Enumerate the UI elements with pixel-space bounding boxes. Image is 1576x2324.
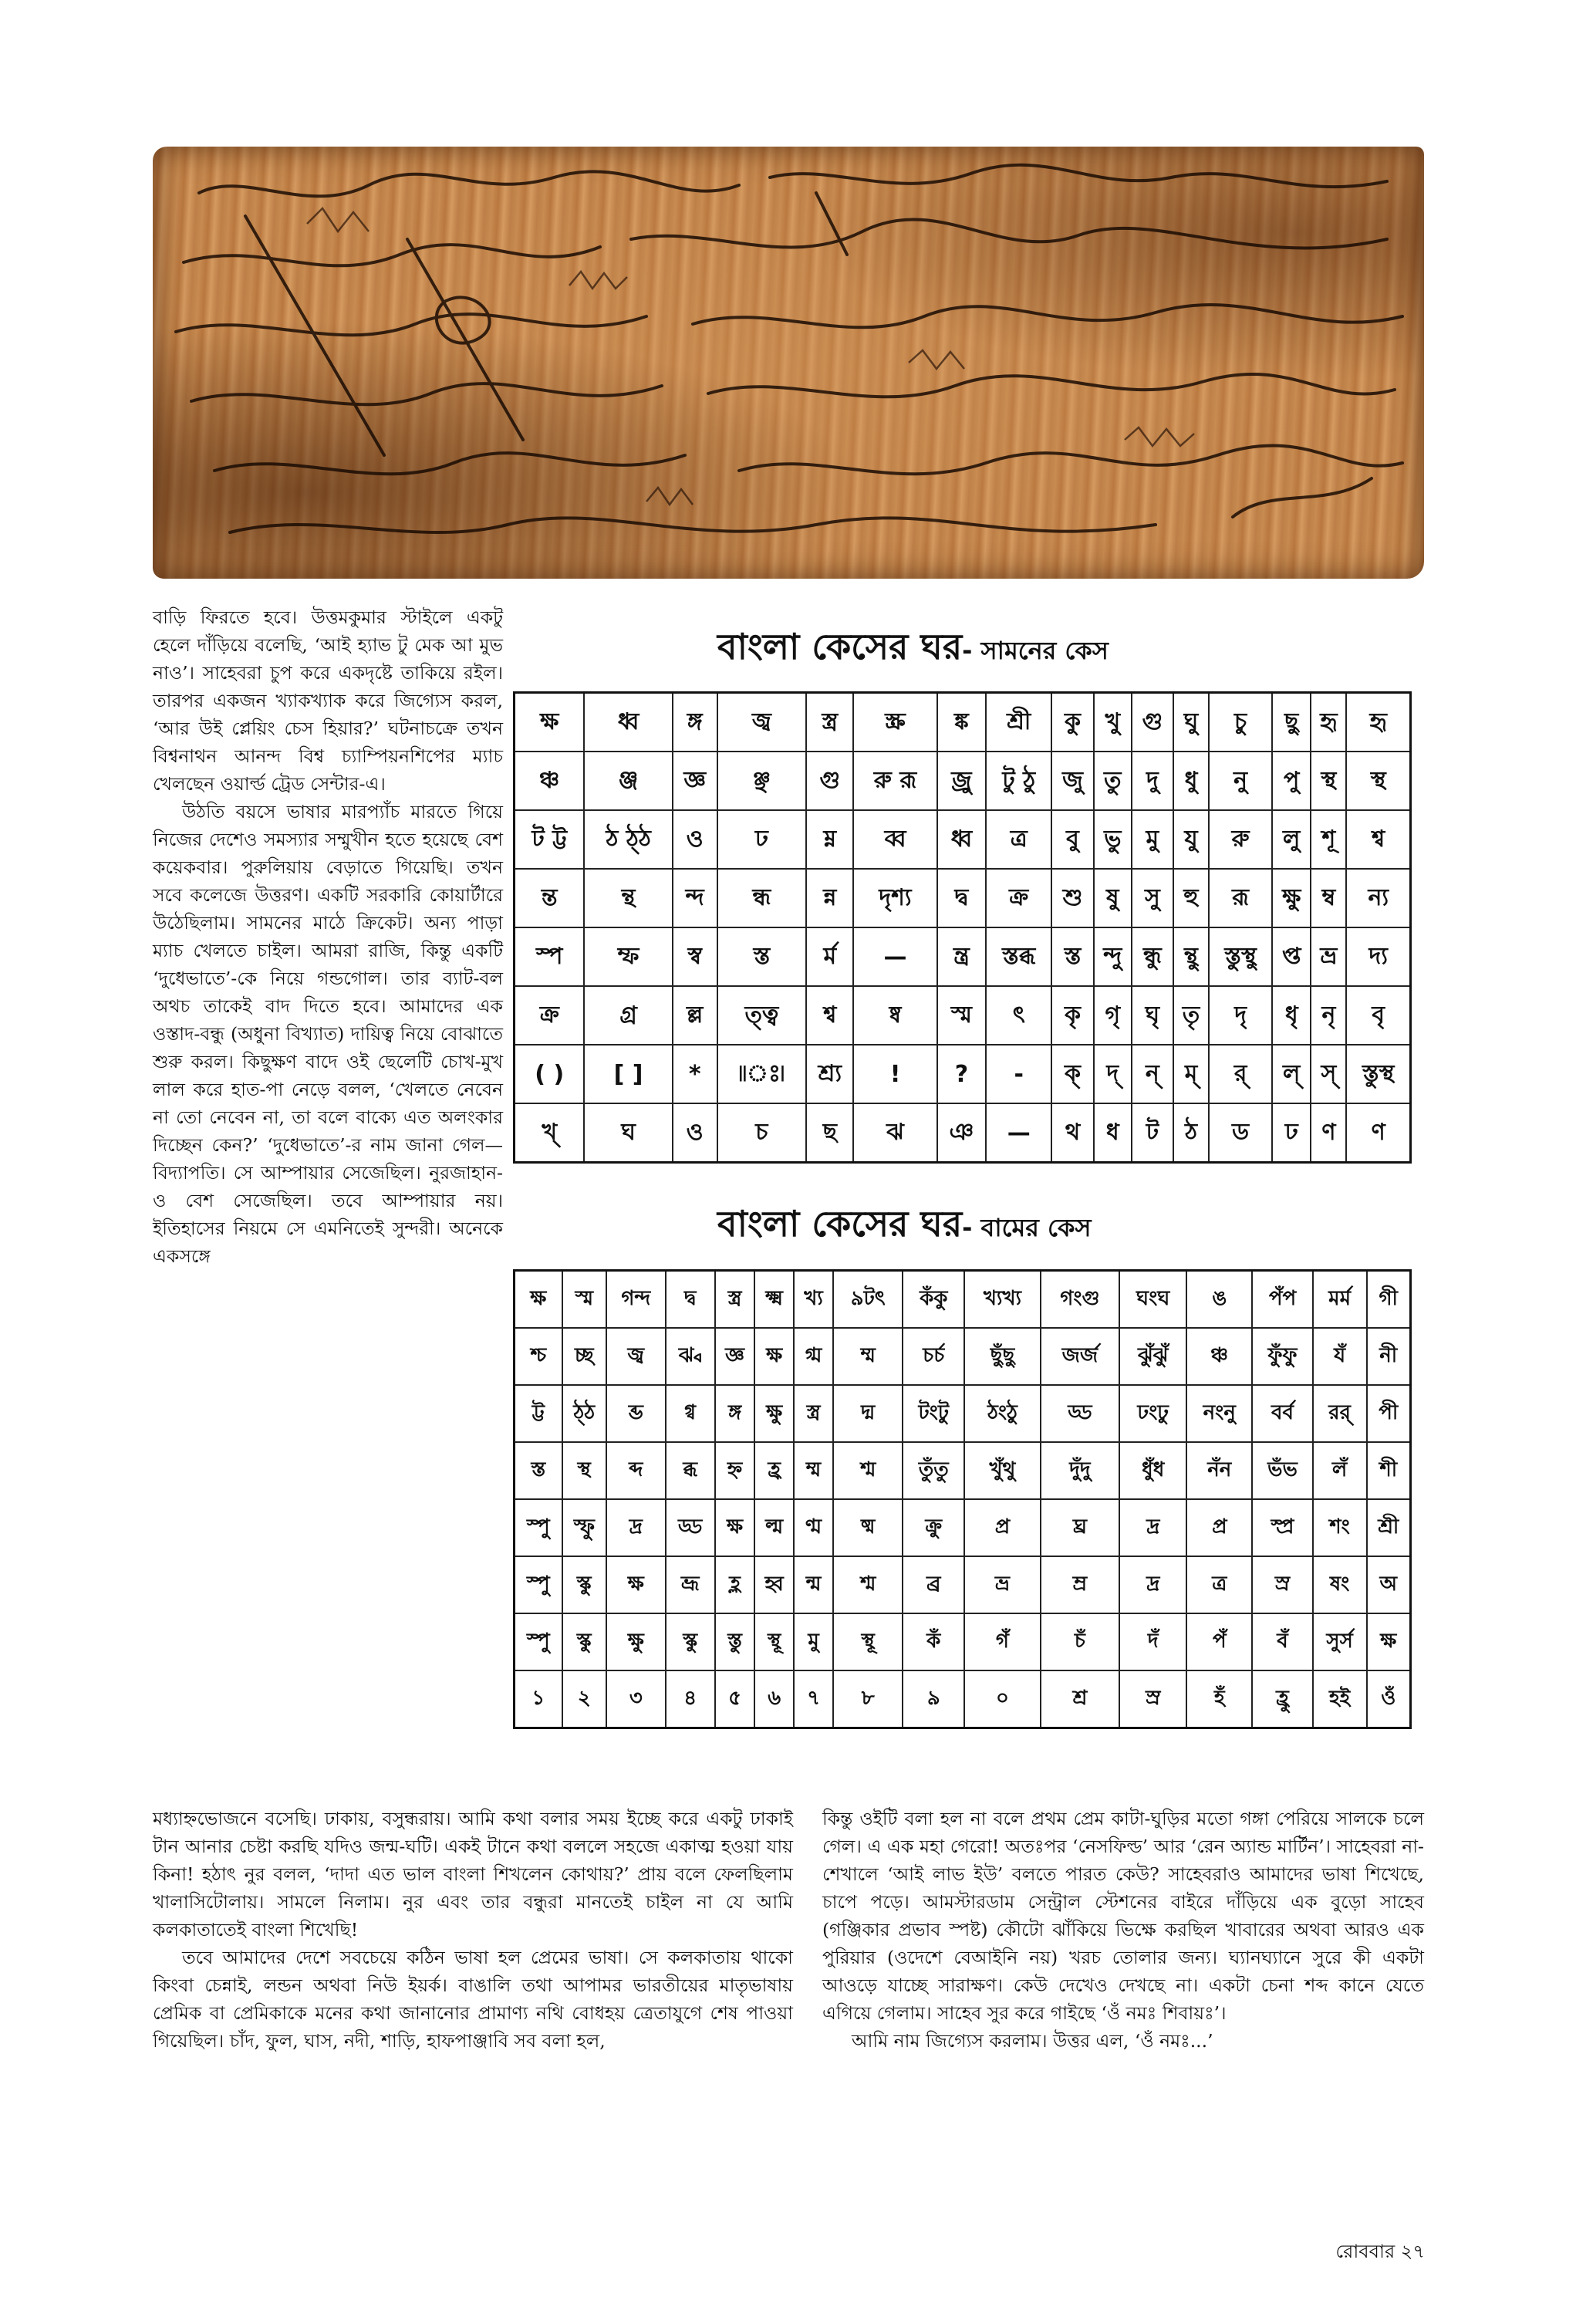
type-case-cell: শ্ম — [833, 1556, 903, 1613]
type-case-cell: তৃ — [1173, 986, 1209, 1045]
type-case-cell: স্প — [515, 927, 585, 986]
type-case-cell: ঠংঠু — [964, 1385, 1041, 1442]
type-case-cell: জর্জ — [1041, 1328, 1119, 1385]
type-case-cell: ঝুঁঝুঁ — [1119, 1328, 1186, 1385]
type-case-cell: ল্ — [1272, 1045, 1311, 1103]
type-case-cell: জ্ব — [717, 693, 806, 752]
type-case-cell: ণ্ম — [794, 1499, 833, 1556]
type-case-cell: কঁকু — [903, 1271, 964, 1329]
type-case-cell: ক্ষ — [1367, 1613, 1411, 1670]
type-case-cell: ঙ — [1186, 1271, 1252, 1329]
type-case-cell: স্ত — [717, 927, 806, 986]
type-case-cell: ত্র — [1186, 1556, 1252, 1613]
type-case-cell: জ্ব — [606, 1328, 666, 1385]
type-case-cell: ঞ্চ — [515, 752, 585, 810]
type-case-cell: শ্ব — [806, 986, 853, 1045]
type-case-cell: ন্ — [1132, 1045, 1173, 1103]
type-case-cell: শ্চ — [515, 1328, 562, 1385]
type-case-cell: গী — [1367, 1271, 1411, 1329]
type-case-cell: ম্ব — [1311, 869, 1346, 927]
type-case-cell: তু — [1094, 752, 1132, 810]
type-case-cell: ওঁ — [1367, 1670, 1411, 1728]
type-case-cell: হ্রু — [1252, 1670, 1312, 1728]
type-case-cell: চঁ — [1041, 1613, 1119, 1670]
type-case-cell: ঙ্ক — [937, 693, 987, 752]
type-case-cell: ন্ত — [515, 869, 585, 927]
type-case-cell: খ্যখ্য — [964, 1271, 1041, 1329]
table-row — [515, 927, 1411, 986]
handwritten-bengali-scribbles-icon — [153, 147, 1424, 579]
type-case-cell: স্ম — [937, 986, 987, 1045]
table-row — [515, 1103, 1411, 1163]
type-case-cell: স্কু — [666, 1613, 715, 1670]
type-case-cell: স্ত — [1051, 927, 1093, 986]
type-case-cell: ! — [853, 1045, 936, 1103]
type-case-cell: — — [986, 1103, 1051, 1163]
type-case-cell: হৃ — [1311, 693, 1346, 752]
type-case-cell: স্তু — [715, 1613, 755, 1670]
bottom-right-column-text — [822, 1805, 1424, 2055]
type-case-cell: যঁ — [1313, 1328, 1367, 1385]
type-case-cell: ন্ন — [806, 869, 853, 927]
type-case-cell: ব্ব — [853, 810, 936, 869]
type-case-cell: ঠ — [1173, 1103, 1209, 1163]
type-case-cell: দ্র — [1119, 1499, 1186, 1556]
type-case-cell: শ্ব — [1346, 810, 1410, 869]
type-case-cell: মু — [794, 1613, 833, 1670]
type-case-cell: শ্রী — [986, 693, 1051, 752]
type-case-cell: গু — [1132, 693, 1173, 752]
type-case-cell: স্ব — [673, 927, 717, 986]
type-case-cell: দ্য — [1346, 927, 1410, 986]
type-case-cell: গঁ — [964, 1613, 1041, 1670]
type-case-cell: স্ফু — [562, 1499, 606, 1556]
table-title-text: বাংলা কেসের ঘর — [717, 1203, 963, 1245]
type-case-cell: ও — [673, 810, 717, 869]
type-case-cell: ন্দ — [673, 869, 717, 927]
type-case-cell: কৃ — [1051, 986, 1093, 1045]
type-case-cell: খ্য — [794, 1271, 833, 1329]
type-case-cell: স্তুস্থ — [1346, 1045, 1410, 1103]
type-case-cell: ম্ন — [806, 810, 853, 869]
type-case-cell: ১ — [515, 1670, 562, 1728]
type-case-cell: ক্ষ — [515, 1271, 562, 1329]
type-case-cell: ম্ — [1173, 1045, 1209, 1103]
type-case-cell: গন্দ — [606, 1271, 666, 1329]
type-case-cell: ম্ম — [794, 1442, 833, 1499]
paragraph: তবে আমাদের দেশে সবচেয়ে কঠিন ভাষা হল প্রেমের ভাষা। সে কলকাতায় থাকো কিংবা চেন্নাই, লন্ডন অথবা নিউ ইয়র্ক। বাঙালি তথা আপামর ভারতীয়ের মাতৃভাষায় প্রেমিক বা প্রেমিকাকে মনের কথা জানানোর প্রামাণ্য নথি বোধহয় ত্রেতাযুগে শেষ পাওয়া গিয়েছিল। চাঁদ, ফুল, ঘাস, নদী, শাড়ি, হাফপাঞ্জাবি সব বলা হল, — [153, 1947, 793, 2052]
type-case-cell: ঘৃ — [1132, 986, 1173, 1045]
type-case-cell: ৫ — [715, 1670, 755, 1728]
type-case-cell: ন্থু — [1173, 927, 1209, 986]
type-case-cell: ২ — [562, 1670, 606, 1728]
type-case-cell: রু — [1209, 810, 1272, 869]
type-case-cell: নী — [1367, 1328, 1411, 1385]
type-case-cell: ভ্রূ — [666, 1556, 715, 1613]
type-case-cell: লঁ — [1313, 1442, 1367, 1499]
type-case-cell: ঘু — [1173, 693, 1209, 752]
type-case-cell: মু — [1132, 810, 1173, 869]
type-case-cell: ঘংঘ — [1119, 1271, 1186, 1329]
type-case-cell: স্থূ — [833, 1613, 903, 1670]
type-case-cell: বর্ব — [1252, 1385, 1312, 1442]
type-case-cell: ? — [937, 1045, 987, 1103]
type-case-cell: পঁ — [1186, 1613, 1252, 1670]
paragraph: আমি নাম জিগ্যেস করলাম। উত্তর এল, ‘ওঁ নমঃ...’ — [852, 2030, 1213, 2052]
type-case-cell: ৮ — [833, 1670, 903, 1728]
type-case-cell: থ — [1051, 1103, 1093, 1163]
type-case-cell: ক্ষ্ম — [754, 1271, 794, 1329]
type-case-cell: র্ — [1209, 1045, 1272, 1103]
type-case-cell: ক্ষ — [606, 1556, 666, 1613]
type-case-cell: ৯টৎ — [833, 1271, 903, 1329]
type-case-cell: স্কু — [562, 1613, 606, 1670]
table-row — [515, 986, 1411, 1045]
type-case-cell: স্ — [1311, 1045, 1346, 1103]
type-case-cell: গু — [806, 752, 853, 810]
type-case-cell: ড — [1209, 1103, 1272, 1163]
type-case-cell: পী — [1367, 1385, 1411, 1442]
type-case-cell: চ্ছ — [562, 1328, 606, 1385]
table-subtitle-text: - বামের কেস — [962, 1213, 1092, 1242]
type-case-cell: ম্ফ — [584, 927, 672, 986]
type-case-cell: ক্র — [515, 986, 585, 1045]
type-case-cell: ণ — [1346, 1103, 1410, 1163]
table-row — [515, 1045, 1411, 1103]
type-case-cell: স্ত — [515, 1442, 562, 1499]
type-case-cell: হঁ — [1186, 1670, 1252, 1728]
type-case-cell: ণ — [1311, 1103, 1346, 1163]
type-case-cell: শং — [1313, 1499, 1367, 1556]
type-case-cell: ছ — [806, 1103, 853, 1163]
type-case-cell: ঢ — [1272, 1103, 1311, 1163]
type-case-cell: দ্র — [1119, 1556, 1186, 1613]
type-case-cell: কঁ — [903, 1613, 964, 1670]
table-subtitle-text: - সামনের কেস — [962, 636, 1109, 665]
type-case-cell: [ ] — [584, 1045, 672, 1103]
type-case-cell: শী — [1367, 1442, 1411, 1499]
table-row — [515, 693, 1411, 752]
table-row — [515, 1328, 1411, 1385]
type-case-cell: ও — [673, 1103, 717, 1163]
page-footer: রোববার ২৭ — [1335, 2241, 1425, 2262]
type-case-cell: খু — [1094, 693, 1132, 752]
type-case-cell: স্কু — [562, 1556, 606, 1613]
type-case-cell: স্ত্র — [715, 1271, 755, 1329]
type-case-cell: ত্র — [986, 810, 1051, 869]
type-case-cell: গৃ — [1094, 986, 1132, 1045]
type-case-cell: ধৃ — [1272, 986, 1311, 1045]
type-case-cell: ব্দ — [606, 1442, 666, 1499]
type-case-cell: লু — [1272, 810, 1311, 869]
type-case-cell: ঠ ঠ্ঠ — [584, 810, 672, 869]
type-case-cell: খুঁথু — [964, 1442, 1041, 1499]
type-case-cell: দ্র — [606, 1499, 666, 1556]
type-case-cell: ভ্র — [964, 1556, 1041, 1613]
type-case-cell: ষু — [1094, 869, 1132, 927]
paragraph: বাড়ি ফিরতে হবে। উত্তমকুমার স্টাইলে একটু হেলে দাঁড়িয়ে বলেছি, ‘আই হ্যাভ টু মেক আ মুভ নাও’। সাহেবরা চুপ করে একদৃষ্টে তাকিয়ে রইল। তারপর একজন খ্যাকখ্যাক করে জিগ্যেস করল, ‘আর উই প্লেয়িং চেস হিয়ার?’ ঘটনাচক্রে তখন বিশ্বনাথন আনন্দ বিশ্ব চ্যাম্পিয়নশিপের ম্যাচ খেলছেন ওয়ার্ল্ড ট্রেড সেন্টার-এ। — [153, 606, 503, 795]
table-row — [515, 869, 1411, 927]
type-case-cell: দ্ব — [937, 869, 987, 927]
type-case-cell: ঞ্চ — [1186, 1328, 1252, 1385]
type-case-cell: ল্ল — [673, 986, 717, 1045]
type-case-cell: চ — [717, 1103, 806, 1163]
type-case-cell: সু — [1132, 869, 1173, 927]
type-case-cell: দ্ — [1094, 1045, 1132, 1103]
type-case-cell: ট — [1132, 1103, 1173, 1163]
type-case-cell: ল্ম — [754, 1499, 794, 1556]
type-case-cell: ড্ড — [1041, 1385, 1119, 1442]
type-case-cell: বৃ — [1346, 986, 1410, 1045]
type-case-cell: ঞ্ছ — [717, 752, 806, 810]
type-case-cell: স্থূ — [754, 1613, 794, 1670]
type-case-cell: ছুঁছু — [964, 1328, 1041, 1385]
type-case-cell: ক্ষু — [606, 1613, 666, 1670]
type-case-cell: বঁ — [1252, 1613, 1312, 1670]
type-case-cell: ত্ত্ব — [717, 986, 806, 1045]
type-case-cell: ষং — [1313, 1556, 1367, 1613]
type-case-cell: গ্ম — [794, 1328, 833, 1385]
type-case-cell: নৃ — [1311, 986, 1346, 1045]
type-case-cell: দ্ব — [666, 1271, 715, 1329]
type-case-cell: শূ — [1311, 810, 1346, 869]
type-case-cell: ৎ — [986, 986, 1051, 1045]
table-row — [515, 752, 1411, 810]
type-case-cell: ট ট্ট — [515, 810, 585, 869]
type-case-cell: কু — [1051, 693, 1093, 752]
type-case-cell: রূ — [1209, 869, 1272, 927]
type-case-cell: হৃ — [1346, 693, 1410, 752]
type-case-cell: শ্র — [1041, 1670, 1119, 1728]
type-case-cell: ন্ধ — [717, 869, 806, 927]
type-case-cell: ( ) — [515, 1045, 585, 1103]
type-case-cell: হই — [1313, 1670, 1367, 1728]
type-case-cell: স্প্র — [1252, 1499, 1312, 1556]
type-case-cell: জ্ঞ — [673, 752, 717, 810]
type-case-cell: ক্ষু — [754, 1385, 794, 1442]
bengali-type-case-front-table — [513, 691, 1412, 1164]
type-case-cell: রু রূ — [853, 752, 936, 810]
type-case-cell: বু — [1051, 810, 1093, 869]
type-case-cell: ঙ্গ — [673, 693, 717, 752]
type-case-cell: ৭ — [794, 1670, 833, 1728]
type-case-cell: দঁ — [1119, 1613, 1186, 1670]
type-case-cell: গংগু — [1041, 1271, 1119, 1329]
type-case-cell: র্ম — [806, 927, 853, 986]
type-case-cell: ষ্ম — [833, 1499, 903, 1556]
type-case-cell: ঠ্ঠ — [562, 1385, 606, 1442]
type-case-cell: জ্ঞ — [715, 1328, 755, 1385]
type-case-cell: স্ত্র — [794, 1385, 833, 1442]
type-case-cell: ক্র — [986, 869, 1051, 927]
type-case-cell: স্ত্র — [806, 693, 853, 752]
type-case-cell: ফুঁফু — [1252, 1328, 1312, 1385]
table-row — [515, 1271, 1411, 1329]
left-column-text — [153, 603, 503, 1270]
type-case-cell: স্থ — [1311, 752, 1346, 810]
type-case-cell: ব্র — [903, 1556, 964, 1613]
type-case-cell: স্তুস্থু — [1209, 927, 1272, 986]
type-case-cell: — — [853, 927, 936, 986]
type-case-cell: ভ্র — [1311, 927, 1346, 986]
type-case-cell: ক্রু — [903, 1499, 964, 1556]
type-case-cell: ব্ধ — [666, 1442, 715, 1499]
paragraph: কিন্তু ওইটি বলা হল না বলে প্রথম প্রেম কাটা-ঘুড়ির মতো গঙ্গা পেরিয়ে সালকে চলে গেল। এ এক মহা গেরো! অতঃপর ‘নেসফিল্ড’ আর ‘রেন অ্যান্ড মার্টিন’। সাহেবরা না-শেখালে ‘আই লাভ ইউ’ বলতে পারত কেউ? সাহেবরাও আমাদের ভাষা শিখেছে, চাপে পড়ে। আমস্টারডাম সেন্ট্রাল স্টেশনের বাইরে দাঁড়িয়ে এক বুড়ো সাহেব (গঞ্জিকার প্রভাব স্পষ্ট) কৌটো ঝাঁকিয়ে ভিক্ষে করছিল খাবারের অথবা আরও এক পুরিয়ার (ওদেশে বেআইনি নয়) খরচ তোলার জন্য। ঘ্যানঘ্যানে সুরে কী একটা আওড়ে যাচ্ছে সারাক্ষণ। কেউ দেখেও দেখছে না। একটা চেনা শব্দ কানে যেতে এগিয়ে গেলাম। সাহেব সুর করে গাইছে ‘ওঁ নমঃ শিবায়ঃ’। — [822, 1808, 1424, 2024]
type-case-cell: চর্চ — [903, 1328, 964, 1385]
type-case-cell: - — [986, 1045, 1051, 1103]
type-case-cell: ক্ষ — [715, 1499, 755, 1556]
table-row — [515, 1385, 1411, 1442]
type-case-cell: স্তব্ধ — [986, 927, 1051, 986]
type-case-cell: নংনু — [1186, 1385, 1252, 1442]
table-row — [515, 1556, 1411, 1613]
type-case-cell: ক্ষু — [1272, 869, 1311, 927]
type-case-cell: জু — [1051, 752, 1093, 810]
bengali-type-case-left-table — [513, 1269, 1412, 1729]
bottom-left-column-text — [153, 1805, 793, 2055]
type-case-cell: জ্রু — [937, 752, 987, 810]
type-case-cell: ঙ্গ — [715, 1385, 755, 1442]
type-case-cell: স্পু — [515, 1499, 562, 1556]
type-case-cell: মর্ম — [1313, 1271, 1367, 1329]
type-case-cell: হ্ল — [715, 1556, 755, 1613]
type-case-cell: ক্ষ — [754, 1328, 794, 1385]
type-case-cell: স্ক্র — [853, 693, 936, 752]
type-case-cell: খ্ — [515, 1103, 585, 1163]
type-case-cell: টংটু — [903, 1385, 964, 1442]
type-case-cell: স্পু — [515, 1613, 562, 1670]
type-case-cell: যু — [1173, 810, 1209, 869]
type-case-cell: ন্য — [1346, 869, 1410, 927]
type-case-cell: ষ্ব — [853, 986, 936, 1045]
type-case-cell: ঝ্ব — [666, 1328, 715, 1385]
table-row — [515, 1442, 1411, 1499]
type-case-cell: ন্ধু — [1132, 927, 1173, 986]
type-case-cell: ০ — [964, 1670, 1041, 1728]
type-case-cell: স্থ — [1346, 752, 1410, 810]
type-case-cell: হ্ব — [754, 1556, 794, 1613]
type-case-cell: ঘ — [584, 1103, 672, 1163]
type-case-cell: ধ্ব — [937, 810, 987, 869]
type-case-cell: ৯ — [903, 1670, 964, 1728]
type-case-cell: হু — [1173, 869, 1209, 927]
type-case-cell: ঘ্র — [1041, 1499, 1119, 1556]
type-case-cell: ন্ম — [794, 1556, 833, 1613]
type-case-cell: ব্ড — [606, 1385, 666, 1442]
paragraph: মধ্যাহ্নভোজনে বসেছি। ঢাকায়, বসুন্ধরায়। আমি কথা বলার সময় ইচ্ছে করে একটু ঢাকাই টান আনার চেষ্টা করছি যদিও জন্ম-ঘটি। একই টানে কথা বললে সহজে একাত্ম হওয়া যায় কিনা! হঠাৎ নুর বলল, ‘দাদা এত ভাল বাংলা শিখলেন কোথায়?’ প্রায় বলে ফেলছিলাম খালাসিটোলায়। সামলে নিলাম। নুর এবং তার বন্ধুরা মানতেই চাইল না যে আমি কলকাতাতেই বাংলা শিখেছি! — [153, 1808, 793, 1941]
type-case-cell: ঞ — [937, 1103, 987, 1163]
type-case-cell: প্ত — [1272, 927, 1311, 986]
type-case-cell: ভঁভ — [1252, 1442, 1312, 1499]
type-case-cell: টু ঠু — [986, 752, 1051, 810]
type-case-cell: চু — [1209, 693, 1272, 752]
type-case-cell: ট্ট — [515, 1385, 562, 1442]
type-case-cell: ঢ — [717, 810, 806, 869]
type-case-cell: দুঁদু — [1041, 1442, 1119, 1499]
type-case-cell: গ্ব — [666, 1385, 715, 1442]
type-case-cell: ৷৷ঃ৷ — [717, 1045, 806, 1103]
type-case-cell: ড্ড — [666, 1499, 715, 1556]
type-case-cell: ন্থ — [584, 869, 672, 927]
type-case-cell: ধু — [1173, 752, 1209, 810]
type-case-cell: অ — [1367, 1556, 1411, 1613]
type-case-cell: হ্ন — [715, 1442, 755, 1499]
type-case-cell: শ্র্য — [806, 1045, 853, 1103]
type-case-cell: ধ্ব — [584, 693, 672, 752]
type-case-cell: ধুঁধ — [1119, 1442, 1186, 1499]
paragraph: উঠতি বয়সে ভাষার মারপ্যাঁচ মারতে গিয়ে নিজের দেশেও সমস্যার সম্মুখীন হতে হয়েছে বেশ কয়েকবার। পুরুলিয়ায় বেড়াতে গিয়েছি। তখন সবে কলেজে উত্তরণ। একটি সরকারি কোয়ার্টারে উঠেছিলাম। সামনের মাঠে ক্রিকেট। অন্য পাড়া ম্যাচ খেলতে চাইল। আমরা রাজি, কিন্তু একটি ‘দুধেভাতে’-কে নিয়ে গন্ডগোল। তার ব্যাট-বল অথচ তাকেই বাদ দিতে হবে। আমাদের এক ওস্তাদ-বন্ধু (অধুনা বিখ্যাত) দায়িত্ব নিয়ে বোঝাতে শুরু করল। কিছুক্ষণ বাদে ওই ছেলেটি চোখ-মুখ লাল করে হাত-পা নেড়ে বলল, ‘খেলতে নেবেন না তো নেবেন না, তা বলে বাক্যে এত অলংকার দিচ্ছেন কেন?’ ‘দুধেভাতে’-র নাম জানা গেল—বিদ্যাপতি। সে আম্পায়ার সেজেছিল। নুরজাহান-ও বেশ সেজেছিল। তবে আম্পায়ার নয়। ইতিহাসের নিয়মে সে এমনিতেই সুন্দরী। অনেকে একসঙ্গে — [153, 801, 503, 1267]
type-case-cell: হ্র — [754, 1442, 794, 1499]
type-case-cell: স্র — [1252, 1556, 1312, 1613]
type-case-cell: স্র — [1119, 1670, 1186, 1728]
type-case-cell: স্থ — [562, 1442, 606, 1499]
type-case-cell: তুঁতু — [903, 1442, 964, 1499]
table-row — [515, 1499, 1411, 1556]
type-case-cell: স্পু — [515, 1556, 562, 1613]
type-case-cell: ম্ম — [833, 1328, 903, 1385]
type-case-cell: রর্ — [1313, 1385, 1367, 1442]
type-case-cell: ক্ষ — [515, 693, 585, 752]
table-row — [515, 1670, 1411, 1728]
type-case-cell: স্ম — [562, 1271, 606, 1329]
type-case-cell: ক্ — [1051, 1045, 1093, 1103]
type-case-cell: গ্র — [584, 986, 672, 1045]
table-row — [515, 810, 1411, 869]
type-case-cell: পঁপ — [1252, 1271, 1312, 1329]
type-case-cell: ঢংঢু — [1119, 1385, 1186, 1442]
type-case-cell: ন্ত্র — [937, 927, 987, 986]
type-case-cell: দৃ — [1209, 986, 1272, 1045]
type-case-cell: দু — [1132, 752, 1173, 810]
type-case-cell: * — [673, 1045, 717, 1103]
type-case-cell: নু — [1209, 752, 1272, 810]
type-case-cell: শ্রী — [1367, 1499, 1411, 1556]
type-case-cell: ঞ্জ — [584, 752, 672, 810]
type-case-cell: দ্ম — [833, 1385, 903, 1442]
type-case-cell: ধ — [1094, 1103, 1132, 1163]
type-case-cell: ন্দু — [1094, 927, 1132, 986]
type-case-cell: প্র — [964, 1499, 1041, 1556]
type-case-cell: শু — [1051, 869, 1093, 927]
type-case-cell: ৪ — [666, 1670, 715, 1728]
table-title-text: বাংলা কেসের ঘর — [717, 626, 963, 667]
type-case-cell: ভু — [1094, 810, 1132, 869]
type-case-cell: পু — [1272, 752, 1311, 810]
type-case-cell: ৩ — [606, 1670, 666, 1728]
type-case-cell: নঁন — [1186, 1442, 1252, 1499]
type-case-cell: প্র — [1186, 1499, 1252, 1556]
table-left-title — [717, 1197, 1092, 1256]
type-case-cell: ঝ — [853, 1103, 936, 1163]
palm-leaf-manuscript-photo — [153, 147, 1424, 579]
type-case-cell: ৬ — [754, 1670, 794, 1728]
type-case-cell: ম্র — [1041, 1556, 1119, 1613]
table-row — [515, 1613, 1411, 1670]
type-case-cell: সুর্স — [1313, 1613, 1367, 1670]
type-case-cell: দৃশ্য — [853, 869, 936, 927]
table-front-title — [717, 620, 1109, 679]
type-case-cell: শ্ম — [833, 1442, 903, 1499]
type-case-cell: ছু — [1272, 693, 1311, 752]
